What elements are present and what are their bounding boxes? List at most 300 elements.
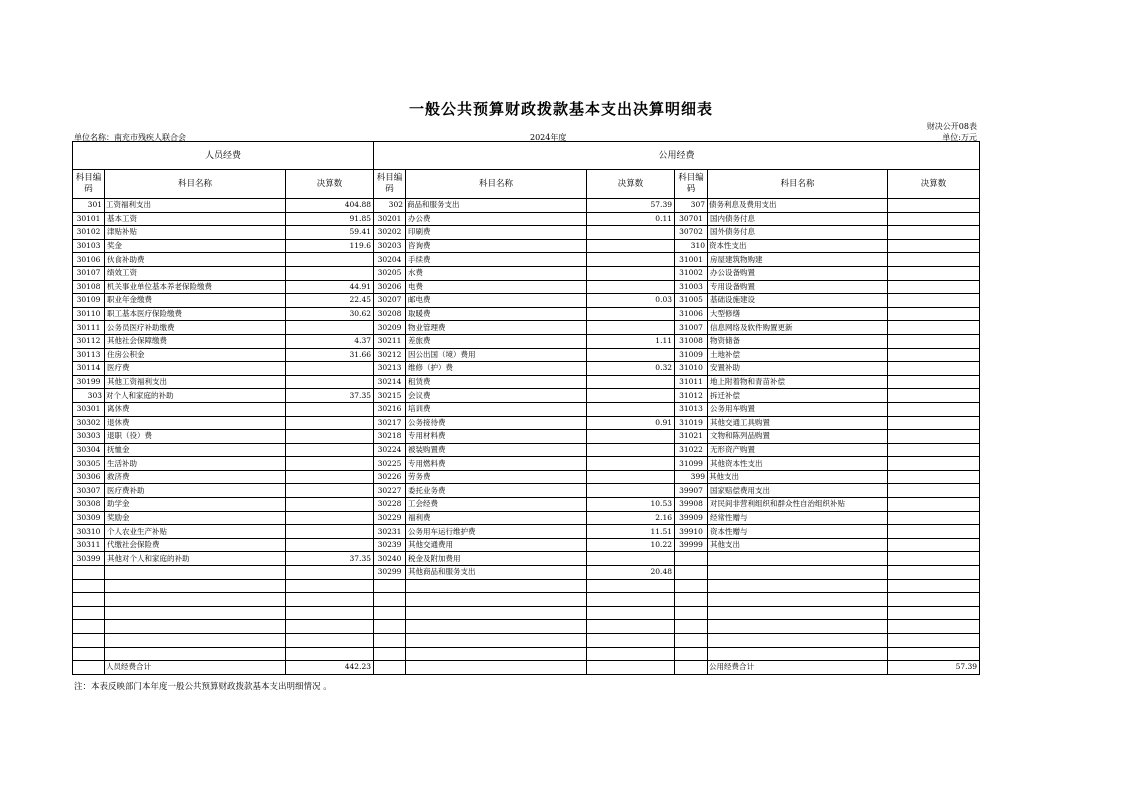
cell-name: 其他交通费用	[406, 538, 587, 552]
cell-amount: 10.22	[587, 538, 675, 552]
cell-code: 31001	[675, 253, 708, 267]
cell-amount	[587, 280, 675, 294]
cell-code	[73, 647, 105, 661]
cell-amount	[286, 321, 374, 335]
cell-code: 31005	[675, 294, 708, 308]
cell-code	[675, 647, 708, 661]
table-number: 财决公开08表	[926, 122, 977, 131]
cell-amount	[888, 552, 980, 566]
cell-name: 其他交通工具购置	[708, 416, 888, 430]
cell-code: 30226	[374, 470, 406, 484]
cell-code: 31021	[675, 430, 708, 444]
cell-amount	[587, 430, 675, 444]
cell-code: 30399	[73, 552, 105, 566]
cell-amount	[286, 375, 374, 389]
cell-code: 30215	[374, 389, 406, 403]
cell-amount	[888, 362, 980, 376]
cell-name: 住房公积金	[105, 348, 286, 362]
column-header-row	[73, 170, 980, 199]
cell-name: 奖金	[105, 239, 286, 253]
cell-name	[406, 606, 587, 620]
cell-code	[374, 579, 406, 593]
cell-amount: 0.11	[587, 212, 675, 226]
cell-code: 30228	[374, 498, 406, 512]
header-amount: 决算数	[286, 170, 374, 199]
cell-name: 印刷费	[406, 226, 587, 240]
cell-amount	[587, 321, 675, 335]
cell-amount: 4.37	[286, 334, 374, 348]
table-row	[73, 266, 980, 280]
cell-name: 信息网络及软件购置更新	[708, 321, 888, 335]
cell-amount: 0.91	[587, 416, 675, 430]
cell-name: 劳务费	[406, 470, 587, 484]
table-row	[73, 253, 980, 267]
cell-amount	[587, 457, 675, 471]
cell-amount	[888, 579, 980, 593]
cell-code: 30208	[374, 307, 406, 321]
cell-code: 30217	[374, 416, 406, 430]
cell-name	[105, 647, 286, 661]
cell-code: 30206	[374, 280, 406, 294]
cell-code: 30303	[73, 430, 105, 444]
cell-name: 对民间非营利组织和群众性自治组织补贴	[708, 498, 888, 512]
cell-amount	[286, 566, 374, 580]
table-row	[73, 294, 980, 308]
cell-amount	[286, 253, 374, 267]
cell-name: 其他对个人和家庭的补助	[105, 552, 286, 566]
cell-code: 303	[73, 389, 105, 403]
cell-code	[675, 634, 708, 648]
cell-amount: 0.32	[587, 362, 675, 376]
cell-amount	[888, 525, 980, 539]
cell-name: 奖励金	[105, 511, 286, 525]
cell-amount	[587, 389, 675, 403]
cell-code: 30114	[73, 362, 105, 376]
cell-amount	[888, 212, 980, 226]
cell-amount: 37.35	[286, 552, 374, 566]
cell-code	[73, 661, 105, 675]
cell-code	[73, 606, 105, 620]
cell-amount	[888, 239, 980, 253]
cell-code: 30229	[374, 511, 406, 525]
cell-amount: 59.41	[286, 226, 374, 240]
cell-name: 国外债务付息	[708, 226, 888, 240]
cell-name: 津贴补贴	[105, 226, 286, 240]
cell-amount	[286, 362, 374, 376]
cell-code: 39907	[675, 484, 708, 498]
cell-name: 专用材料费	[406, 430, 587, 444]
cell-code	[374, 606, 406, 620]
cell-name: 经常性赠与	[708, 511, 888, 525]
cell-code: 30218	[374, 430, 406, 444]
table-row	[73, 634, 980, 648]
cell-amount	[888, 647, 980, 661]
cell-name: 基本工资	[105, 212, 286, 226]
cell-code: 310	[675, 239, 708, 253]
cell-code: 31019	[675, 416, 708, 430]
cell-amount	[286, 498, 374, 512]
cell-amount	[888, 620, 980, 634]
cell-amount	[587, 443, 675, 457]
cell-name: 无形资产购置	[708, 443, 888, 457]
table-row	[73, 511, 980, 525]
cell-name: 其他资本性支出	[708, 457, 888, 471]
table-row	[73, 402, 980, 416]
table-row	[73, 362, 980, 376]
cell-code: 30299	[374, 566, 406, 580]
cell-amount	[888, 566, 980, 580]
cell-amount	[286, 634, 374, 648]
table-row	[73, 321, 980, 335]
cell-code	[675, 552, 708, 566]
cell-name: 邮电费	[406, 294, 587, 308]
cell-name: 安置补助	[708, 362, 888, 376]
public-total-label: 公用经费合计	[708, 661, 888, 675]
cell-amount	[888, 484, 980, 498]
cell-code: 30702	[675, 226, 708, 240]
header-code: 科目编码	[374, 170, 406, 199]
cell-code: 31009	[675, 348, 708, 362]
cell-code: 30108	[73, 280, 105, 294]
cell-code	[73, 566, 105, 580]
cell-code: 30309	[73, 511, 105, 525]
cell-amount	[888, 266, 980, 280]
cell-amount	[587, 484, 675, 498]
cell-code: 30307	[73, 484, 105, 498]
cell-name: 资本性支出	[708, 239, 888, 253]
header-name: 科目名称	[406, 170, 587, 199]
cell-code: 30106	[73, 253, 105, 267]
cell-name: 其他支出	[708, 538, 888, 552]
cell-code: 30205	[374, 266, 406, 280]
cell-amount	[286, 416, 374, 430]
cell-code: 30112	[73, 334, 105, 348]
cell-code: 31007	[675, 321, 708, 335]
table-row	[73, 375, 980, 389]
cell-name: 工会经费	[406, 498, 587, 512]
cell-code: 30110	[73, 307, 105, 321]
cell-code: 30199	[73, 375, 105, 389]
cell-name: 办公设备购置	[708, 266, 888, 280]
public-total-value: 57.39	[888, 661, 980, 675]
table-row	[73, 212, 980, 226]
table-row	[73, 647, 980, 661]
cell-amount	[286, 402, 374, 416]
totals-row	[73, 661, 980, 675]
cell-name: 文物和陈列品购置	[708, 430, 888, 444]
cell-amount	[888, 416, 980, 430]
cell-amount	[286, 606, 374, 620]
cell-name	[708, 647, 888, 661]
cell-amount	[888, 457, 980, 471]
table-row	[73, 606, 980, 620]
cell-name: 会议费	[406, 389, 587, 403]
cell-amount	[888, 321, 980, 335]
cell-code	[374, 647, 406, 661]
cell-name: 公务用车运行维护费	[406, 525, 587, 539]
cell-code: 30310	[73, 525, 105, 539]
cell-code	[374, 634, 406, 648]
cell-name	[708, 579, 888, 593]
cell-name: 物资储备	[708, 334, 888, 348]
cell-amount: 22.45	[286, 294, 374, 308]
cell-code: 30224	[374, 443, 406, 457]
cell-amount	[587, 266, 675, 280]
cell-amount	[286, 620, 374, 634]
cell-amount	[587, 375, 675, 389]
cell-code: 30239	[374, 538, 406, 552]
table-row	[73, 525, 980, 539]
cell-code	[675, 661, 708, 675]
cell-name: 助学金	[105, 498, 286, 512]
cell-amount: 1.11	[587, 334, 675, 348]
cell-amount	[286, 430, 374, 444]
cell-name: 其他支出	[708, 470, 888, 484]
cell-name: 债务利息及费用支出	[708, 199, 888, 213]
cell-name	[105, 579, 286, 593]
cell-name	[105, 566, 286, 580]
cell-name: 房屋建筑物购建	[708, 253, 888, 267]
cell-name: 差旅费	[406, 334, 587, 348]
cell-code: 30201	[374, 212, 406, 226]
cell-amount	[888, 375, 980, 389]
cell-code	[374, 593, 406, 607]
table-row	[73, 593, 980, 607]
cell-name: 抚恤金	[105, 443, 286, 457]
cell-name: 个人农业生产补贴	[105, 525, 286, 539]
cell-amount	[888, 334, 980, 348]
cell-amount	[286, 593, 374, 607]
cell-code: 30701	[675, 212, 708, 226]
cell-name: 咨询费	[406, 239, 587, 253]
table-row	[73, 457, 980, 471]
fiscal-year: 2024年度	[530, 133, 567, 142]
personnel-total-value: 442.23	[286, 661, 374, 675]
cell-code: 31008	[675, 334, 708, 348]
cell-amount	[888, 511, 980, 525]
cell-amount	[888, 498, 980, 512]
cell-name: 因公出国（境）费用	[406, 348, 587, 362]
cell-code: 301	[73, 199, 105, 213]
section-public: 公用经费	[374, 142, 980, 170]
cell-name	[708, 552, 888, 566]
cell-amount: 0.03	[587, 294, 675, 308]
cell-name: 对个人和家庭的补助	[105, 389, 286, 403]
cell-name: 专用设备购置	[708, 280, 888, 294]
cell-name: 代缴社会保险费	[105, 538, 286, 552]
cell-amount: 44.91	[286, 280, 374, 294]
cell-code: 30103	[73, 239, 105, 253]
cell-amount: 57.39	[587, 199, 675, 213]
cell-name	[105, 606, 286, 620]
cell-amount: 91.85	[286, 212, 374, 226]
cell-amount: 404.88	[286, 199, 374, 213]
cell-name: 手续费	[406, 253, 587, 267]
cell-amount: 31.66	[286, 348, 374, 362]
cell-code	[374, 661, 406, 675]
cell-name: 委托业务费	[406, 484, 587, 498]
cell-code: 30209	[374, 321, 406, 335]
cell-name: 机关事业单位基本养老保险缴费	[105, 280, 286, 294]
cell-name	[105, 593, 286, 607]
cell-name: 物业管理费	[406, 321, 587, 335]
cell-name: 资本性赠与	[708, 525, 888, 539]
cell-amount	[286, 457, 374, 471]
cell-name: 退休费	[105, 416, 286, 430]
cell-amount	[587, 620, 675, 634]
cell-name	[708, 606, 888, 620]
cell-amount	[587, 239, 675, 253]
cell-amount	[587, 226, 675, 240]
cell-name	[406, 620, 587, 634]
cell-name: 专用燃料费	[406, 457, 587, 471]
cell-code: 31006	[675, 307, 708, 321]
cell-amount	[888, 307, 980, 321]
cell-code: 31012	[675, 389, 708, 403]
cell-amount	[587, 661, 675, 675]
cell-code: 30225	[374, 457, 406, 471]
cell-name: 医疗费	[105, 362, 286, 376]
cell-amount	[888, 389, 980, 403]
cell-code: 30227	[374, 484, 406, 498]
cell-amount: 30.62	[286, 307, 374, 321]
cell-code: 30301	[73, 402, 105, 416]
cell-amount	[587, 470, 675, 484]
table-row	[73, 498, 980, 512]
cell-code: 30212	[374, 348, 406, 362]
cell-amount	[888, 253, 980, 267]
cell-code: 30311	[73, 538, 105, 552]
table-row	[73, 620, 980, 634]
cell-code: 30109	[73, 294, 105, 308]
cell-name: 基础设施建设	[708, 294, 888, 308]
cell-name: 电费	[406, 280, 587, 294]
cell-amount	[286, 525, 374, 539]
table-row	[73, 538, 980, 552]
cell-amount	[587, 552, 675, 566]
cell-amount	[888, 430, 980, 444]
cell-code: 31099	[675, 457, 708, 471]
cell-name: 医疗费补助	[105, 484, 286, 498]
cell-name: 生活补助	[105, 457, 286, 471]
cell-amount	[587, 253, 675, 267]
cell-code	[73, 620, 105, 634]
cell-name: 工资福利支出	[105, 199, 286, 213]
table-row	[73, 484, 980, 498]
footnote: 注：本表反映部门本年度一般公共预算财政拨款基本支出明细情况 。	[74, 682, 332, 692]
cell-name: 公务接待费	[406, 416, 587, 430]
table-row	[73, 443, 980, 457]
cell-name: 职工基本医疗保险缴费	[105, 307, 286, 321]
cell-amount	[888, 538, 980, 552]
cell-amount	[888, 593, 980, 607]
cell-code	[675, 566, 708, 580]
cell-name: 租赁费	[406, 375, 587, 389]
cell-amount	[888, 606, 980, 620]
cell-name: 税金及附加费用	[406, 552, 587, 566]
table-row	[73, 579, 980, 593]
cell-name	[708, 566, 888, 580]
cell-name: 土地补偿	[708, 348, 888, 362]
header-amount: 决算数	[587, 170, 675, 199]
header-name: 科目名称	[708, 170, 888, 199]
cell-name: 办公费	[406, 212, 587, 226]
cell-amount	[286, 511, 374, 525]
cell-name: 离休费	[105, 402, 286, 416]
cell-name: 水费	[406, 266, 587, 280]
cell-code: 399	[675, 470, 708, 484]
cell-name	[406, 579, 587, 593]
cell-name: 地上附着物和青苗补偿	[708, 375, 888, 389]
cell-name: 国家赔偿费用支出	[708, 484, 888, 498]
cell-name: 维修（护）费	[406, 362, 587, 376]
table-row	[73, 199, 980, 213]
cell-name: 其他工资福利支出	[105, 375, 286, 389]
cell-name: 其他商品和服务支出	[406, 566, 587, 580]
cell-code: 302	[374, 199, 406, 213]
cell-name: 拆迁补偿	[708, 389, 888, 403]
cell-name: 伙食补助费	[105, 253, 286, 267]
unit-name: 单位名称：南充市残疾人联合会	[74, 133, 186, 142]
cell-name: 大型修缮	[708, 307, 888, 321]
header-amount: 决算数	[888, 170, 980, 199]
cell-name: 救济费	[105, 470, 286, 484]
cell-code: 39908	[675, 498, 708, 512]
cell-name: 取暖费	[406, 307, 587, 321]
cell-code: 30107	[73, 266, 105, 280]
cell-amount	[587, 593, 675, 607]
cell-name	[708, 593, 888, 607]
cell-code: 30216	[374, 402, 406, 416]
cell-amount	[888, 402, 980, 416]
cell-amount	[587, 606, 675, 620]
cell-amount	[888, 280, 980, 294]
cell-name	[708, 620, 888, 634]
cell-name	[105, 620, 286, 634]
cell-amount	[286, 484, 374, 498]
table-row	[73, 552, 980, 566]
table-row	[73, 416, 980, 430]
page-title: 一般公共预算财政拨款基本支出决算明细表	[408, 100, 713, 118]
cell-code: 30102	[73, 226, 105, 240]
cell-name: 职业年金缴费	[105, 294, 286, 308]
cell-code: 30211	[374, 334, 406, 348]
cell-code: 30101	[73, 212, 105, 226]
cell-name	[406, 647, 587, 661]
cell-name	[105, 634, 286, 648]
cell-name: 培训费	[406, 402, 587, 416]
cell-code: 31003	[675, 280, 708, 294]
cell-amount: 10.53	[587, 498, 675, 512]
cell-code: 30111	[73, 321, 105, 335]
cell-amount	[888, 348, 980, 362]
cell-code: 30202	[374, 226, 406, 240]
cell-code: 31022	[675, 443, 708, 457]
cell-code	[73, 579, 105, 593]
cell-name: 公务员医疗补助缴费	[105, 321, 286, 335]
table-row	[73, 389, 980, 403]
cell-amount	[587, 307, 675, 321]
cell-amount	[286, 443, 374, 457]
cell-amount: 20.48	[587, 566, 675, 580]
cell-code: 30204	[374, 253, 406, 267]
cell-code: 30302	[73, 416, 105, 430]
cell-code: 30214	[374, 375, 406, 389]
cell-amount	[286, 579, 374, 593]
header-name: 科目名称	[105, 170, 286, 199]
cell-code	[675, 593, 708, 607]
cell-amount	[286, 470, 374, 484]
